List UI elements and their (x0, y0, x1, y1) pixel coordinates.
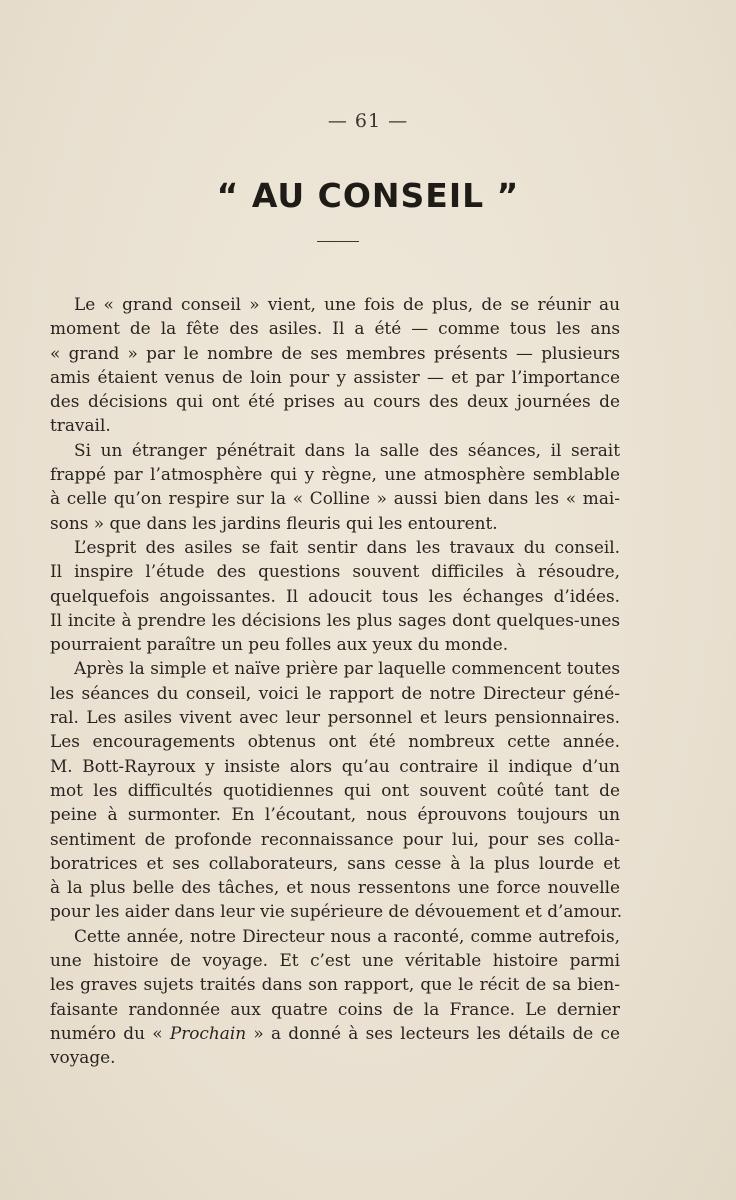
text-line: peine à surmonter. En l’écoutant, nous éprouvons toujours un (50, 804, 620, 825)
text-line: des décisions qui ont été prises au cours des deux journées de (50, 391, 620, 412)
paragraph-1 (50, 292, 620, 438)
text-line: Si un étranger pénétrait dans la salle des séances, il serait (74, 439, 620, 460)
text-line: amis étaient venus de loin pour y assister — et par l’importance (50, 366, 620, 387)
text-line: M. Bott-Rayroux y insiste alors qu’au contraire il indique d’un (50, 755, 620, 776)
text-line: « grand » par le nombre de ses membres présents — plusieurs (50, 342, 620, 363)
text-line: Il inspire l’étude des questions souvent difficiles à résoudre, (50, 561, 620, 582)
text-line: sons » que dans les jardins fleuris qui les entourent. (50, 512, 498, 533)
text-line: L’esprit des asiles se fait sentir dans les travaux du conseil. (74, 536, 620, 557)
page-title: “ AU CONSEIL ” (216, 176, 520, 215)
paragraph-2 (50, 438, 620, 535)
text-line: boratrices et ses collaborateurs, sans cesse à la plus lourde et (50, 852, 620, 873)
text-line-with-italic (50, 1021, 620, 1045)
text-line: Cette année, notre Directeur nous a raconté, comme autrefois, (74, 925, 620, 946)
text-line: à celle qu’on respire sur la « Colline » aussi bien dans les « mai- (50, 488, 620, 509)
text-line: pourraient paraître un peu folles aux yeux du monde. (50, 634, 509, 655)
text-line: voyage. (50, 1047, 116, 1068)
paragraph-5 (50, 924, 620, 1070)
text-segment: numéro du « (50, 1022, 170, 1043)
text-line: travail. (50, 415, 111, 436)
text-line: Après la simple et naïve prière par laquelle commencent toutes (74, 658, 620, 679)
page-number: — 61 — (327, 110, 409, 132)
text-line: les graves sujets traités dans son rapport, que le récit de sa bien- (50, 974, 620, 995)
body-text (50, 292, 623, 1070)
journal-title: Prochain (169, 1022, 247, 1043)
text-line: Il incite à prendre les décisions les plus sages dont quelques-unes (50, 609, 620, 630)
text-segment: » a donné à ses lecteurs les détails de ce (246, 1022, 620, 1043)
text-line: faisante randonnée aux quatre coins de la France. Le dernier (50, 998, 620, 1019)
text-line: à la plus belle des tâches, et nous ressentons une force nouvelle (50, 877, 620, 898)
text-line: les séances du conseil, voici le rapport de notre Directeur géné- (50, 682, 620, 703)
text-line: ral. Les asiles vivent avec leur personnel et leurs pensionnaires. (50, 707, 620, 728)
text-line: pour les aider dans leur vie supérieure de dévouement et d’amour. (50, 901, 623, 922)
text-line: sentiment de profonde reconnaissance pour lui, pour ses colla- (50, 828, 620, 849)
paragraph-4 (50, 656, 623, 923)
text-line: Les encouragements obtenus ont été nombreux cette année. (50, 731, 620, 752)
paragraph-3 (50, 535, 620, 656)
text-line: Le « grand conseil » vient, une fois de plus, de se réunir au (74, 294, 620, 314)
text-line: quelquefois angoissantes. Il adoucit tous les échanges d’idées. (50, 585, 620, 606)
text-line: mot les difficultés quotidiennes qui ont souvent coûté tant de (50, 779, 620, 800)
text-line: moment de la fête des asiles. Il a été — comme tous les ans (50, 318, 620, 339)
text-line: une histoire de voyage. Et c’est une véritable histoire parmi (50, 950, 620, 971)
text-line: frappé par l’atmosphère qui y règne, une atmosphère semblable (50, 464, 620, 485)
title-divider (317, 241, 359, 242)
